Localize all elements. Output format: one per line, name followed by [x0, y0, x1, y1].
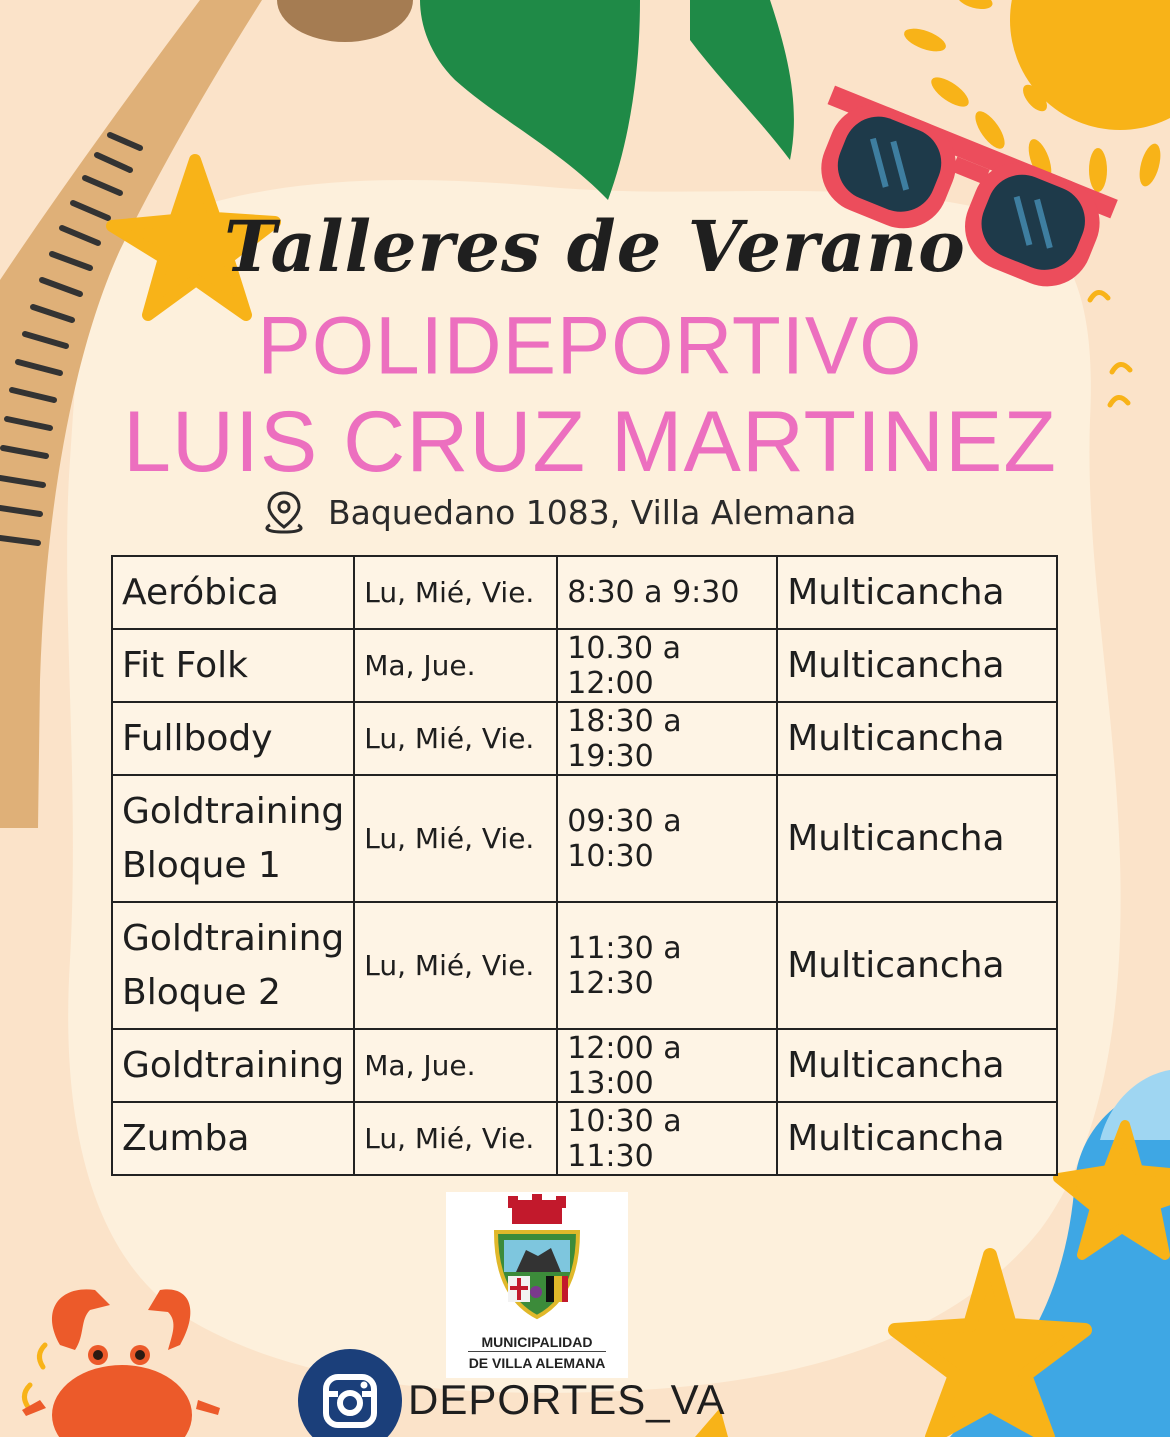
- activity-name-line: Aeróbica: [122, 571, 279, 613]
- activity-name-line: Goldtraining: [122, 917, 345, 959]
- table-row: [112, 629, 1057, 702]
- palm-leaf: [420, 0, 640, 200]
- schedule-table: [111, 555, 1058, 1176]
- days-cell: Lu, Mié, Vie.: [354, 775, 557, 902]
- activity-name-line: Fit Folk: [122, 644, 248, 686]
- logo-text-line1: MUNICIPALIDAD: [481, 1334, 593, 1350]
- poster-title: Talleres de Verano: [224, 205, 966, 288]
- activity-cell: [112, 902, 354, 1029]
- place-cell: Multicancha: [777, 902, 1057, 1029]
- sun: [1010, 0, 1170, 130]
- table-row: [112, 775, 1057, 902]
- time-cell: 11:30 a 12:30: [557, 902, 777, 1029]
- activity-name-line: Bloque 1: [122, 844, 281, 886]
- days-cell: Ma, Jue.: [354, 629, 557, 702]
- days-cell: Lu, Mié, Vie.: [354, 702, 557, 775]
- activity-cell: [112, 1102, 354, 1175]
- venue-name-line1: POLIDEPORTIVO: [257, 300, 923, 391]
- place-cell: Multicancha: [777, 1029, 1057, 1102]
- time-cell: 10.30 a 12:00: [557, 629, 777, 702]
- activity-name-line: Goldtraining: [122, 790, 345, 832]
- coconut: [277, 0, 413, 42]
- place-cell: Multicancha: [777, 1102, 1057, 1175]
- instagram-handle-text[interactable]: DEPORTES_VA: [408, 1376, 726, 1423]
- location-pin-icon: [262, 489, 306, 535]
- time-cell: 12:00 a 13:00: [557, 1029, 777, 1102]
- coat-of-arms-icon: [446, 1192, 628, 1332]
- table-row: [112, 556, 1057, 629]
- activity-cell: [112, 629, 354, 702]
- days-cell: Lu, Mié, Vie.: [354, 902, 557, 1029]
- table-row: [112, 702, 1057, 775]
- table-row: [112, 1102, 1057, 1175]
- place-cell: Multicancha: [777, 556, 1057, 629]
- activity-cell: [112, 702, 354, 775]
- days-cell: Lu, Mié, Vie.: [354, 556, 557, 629]
- table-row: [112, 1029, 1057, 1102]
- table-row: [112, 902, 1057, 1029]
- days-cell: Ma, Jue.: [354, 1029, 557, 1102]
- time-cell: 18:30 a 19:30: [557, 702, 777, 775]
- activity-name-line: Goldtraining: [122, 1044, 345, 1086]
- days-cell: Lu, Mié, Vie.: [354, 1102, 557, 1175]
- crab-eyes: [93, 1350, 145, 1360]
- activity-cell: [112, 556, 354, 629]
- logo-text-line2: DE VILLA ALEMANA: [468, 1355, 606, 1371]
- venue-name-line2: LUIS CRUZ MARTINEZ: [123, 394, 1057, 490]
- time-cell: 09:30 a 10:30: [557, 775, 777, 902]
- place-cell: Multicancha: [777, 629, 1057, 702]
- activity-cell: [112, 1029, 354, 1102]
- activity-name-line: Fullbody: [122, 717, 273, 759]
- activity-name-line: Zumba: [122, 1117, 250, 1159]
- palm-leaf-2: [690, 0, 794, 160]
- activity-name-line: Bloque 2: [122, 971, 281, 1013]
- place-cell: Multicancha: [777, 775, 1057, 902]
- address: [262, 488, 856, 536]
- instagram-handle[interactable]: [298, 1350, 726, 1437]
- place-cell: Multicancha: [777, 702, 1057, 775]
- sea-wave-light: [1100, 1070, 1170, 1140]
- crab: [22, 1289, 220, 1437]
- activity-cell: [112, 775, 354, 902]
- time-cell: 8:30 a 9:30: [557, 556, 777, 629]
- instagram-icon[interactable]: [298, 1349, 402, 1437]
- address-text: Baquedano 1083, Villa Alemana: [328, 492, 857, 532]
- time-cell: 10:30 a 11:30: [557, 1102, 777, 1175]
